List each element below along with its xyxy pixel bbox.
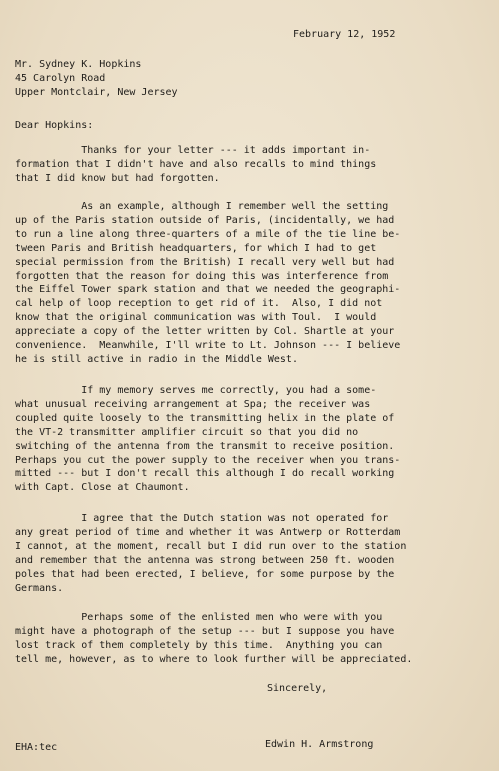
reference-initials: EHA:tec <box>15 742 58 753</box>
letter-date: February 12, 1952 <box>293 29 396 40</box>
recipient-address <box>15 58 178 100</box>
recipient-street: 45 Carolyn Road <box>15 72 106 84</box>
body-paragraph-5: Perhaps some of the enlisted men who were with you might have a photograph of the setup --- but I suppose you have lost track of them completely by this time. Anything you can tell me, however, as to where to look further will be appreciated. <box>15 612 413 665</box>
salutation: Dear Hopkins: <box>15 120 94 131</box>
body-paragraph-2: As an example, although I remember well the setting up of the Paris station outside of Paris, (incidentally, we had to run a line along three-quarters of a mile of the tie line be- tween Paris and British headquarters, for which I had to get special permission from the British) I recall very well but had forgotten that the reason for doing this was interference from the Eiffel Tower spark station and that we needed the geographi- cal help of loop reception to get rid of it. Also, I did not know that the original communication was with Toul. I would appreciate a copy of the letter written by Col. Shartle at your convenience. Meanwhile, I'll write to Lt. Johnson --- I believe he is still active in radio in the Middle West. <box>15 201 401 365</box>
body-paragraph-3: If my memory serves me correctly, you had a some- what unusual receiving arrangement at Spa; the receiver was coupled quite loosely to the transmitting helix in the plate of the VT-2 transmitter amplifier circuit so that you did no switching of the antenna from the transmit to receive position. Perhaps you cut the power supply to the receiver when you trans- mitted --- but I don't recall this although I do recall working with Capt. Close at Chaumont. <box>15 385 401 494</box>
closing: Sincerely, <box>267 683 328 694</box>
recipient-city: Upper Montclair, New Jersey <box>15 86 178 98</box>
recipient-name: Mr. Sydney K. Hopkins <box>15 59 142 70</box>
signature-name: Edwin H. Armstrong <box>265 739 374 750</box>
body-paragraph-1: Thanks for your letter --- it adds important in- formation that I didn't have and also recalls to mind things that I did know but had forgotten. <box>15 145 377 184</box>
body-paragraph-4: I agree that the Dutch station was not operated for any great period of time and whether it was Antwerp or Rotterdam I cannot, at the moment, recall but I did run over to the station and remember that the antenna was strong between 250 ft. wooden poles that had been erected, I believe, for some purpose by the Germans. <box>15 513 407 594</box>
